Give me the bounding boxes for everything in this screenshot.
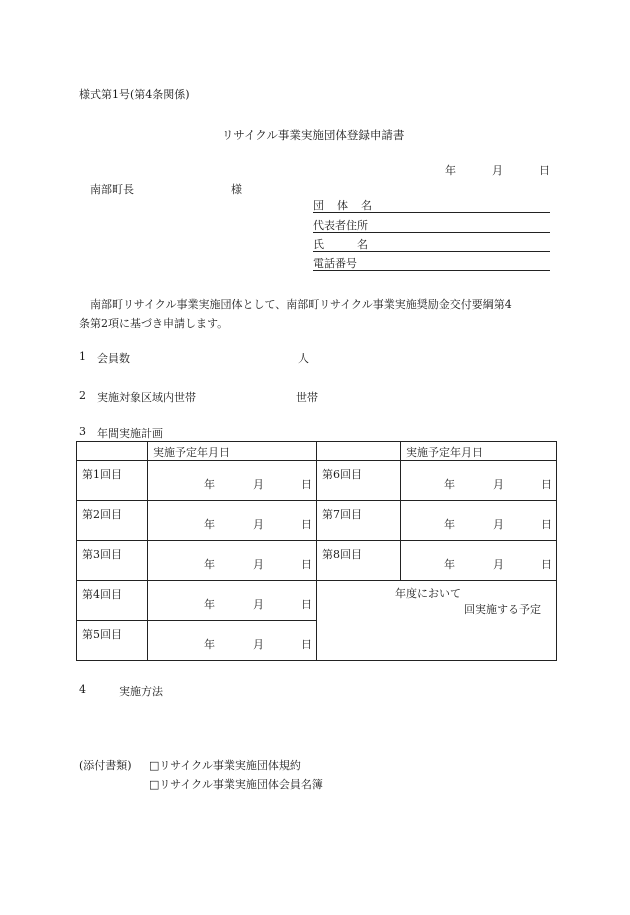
year-label: 年 bbox=[444, 558, 455, 571]
form-number: 様式第1号(第4条関係) bbox=[79, 88, 190, 101]
header-cell bbox=[148, 442, 317, 461]
round-label: 第1回目 bbox=[82, 468, 122, 481]
day-label: 日 bbox=[541, 518, 552, 531]
addressee-name: 南部町長 bbox=[90, 183, 134, 196]
round-label: 第3回目 bbox=[82, 548, 122, 561]
org-name-label: 団体名 bbox=[313, 199, 385, 212]
person-name-label: 氏名 bbox=[313, 238, 401, 251]
item1-label: 会員数 bbox=[97, 352, 130, 365]
org-name-field[interactable] bbox=[313, 197, 550, 213]
date-cell[interactable] bbox=[148, 501, 317, 541]
phone-field[interactable] bbox=[313, 255, 550, 271]
header-label: 実施予定年月日 bbox=[153, 446, 230, 459]
item4-number: 4 bbox=[79, 683, 86, 696]
date-cell[interactable] bbox=[148, 541, 317, 581]
header-blank bbox=[317, 442, 401, 461]
date-cell[interactable] bbox=[148, 621, 317, 661]
header-blank bbox=[77, 442, 148, 461]
header-day: 日 bbox=[539, 164, 550, 177]
round-label-cell bbox=[77, 501, 148, 541]
page-title: リサイクル事業実施団体登録申請書 bbox=[222, 128, 405, 142]
rep-address-field[interactable] bbox=[313, 217, 550, 233]
addressee-honorific: 様 bbox=[231, 183, 242, 196]
round-label: 第4回目 bbox=[82, 588, 122, 601]
attachments-label: (添付書類) bbox=[79, 759, 132, 772]
table-row bbox=[77, 501, 557, 541]
round-label-cell bbox=[77, 541, 148, 581]
round-label-cell bbox=[77, 461, 148, 501]
body-text-line2: 条第2項に基づき申請します。 bbox=[79, 317, 229, 330]
round-label: 第5回目 bbox=[82, 628, 122, 641]
month-label: 月 bbox=[253, 518, 264, 531]
month-label: 月 bbox=[253, 558, 264, 571]
month-label: 月 bbox=[253, 638, 264, 651]
attachment-item[interactable]: □リサイクル事業実施団体規約 bbox=[149, 759, 301, 772]
phone-label: 電話番号 bbox=[313, 257, 357, 270]
table-row bbox=[77, 461, 557, 501]
round-label-cell bbox=[77, 621, 148, 661]
round-label-cell bbox=[317, 461, 401, 501]
attachment-item[interactable]: □リサイクル事業実施団体会員名簿 bbox=[149, 778, 323, 791]
round-label-cell bbox=[317, 501, 401, 541]
date-cell[interactable] bbox=[401, 501, 557, 541]
year-label: 年 bbox=[204, 518, 215, 531]
item2-label: 実施対象区域内世帯 bbox=[97, 391, 196, 404]
day-label: 日 bbox=[301, 598, 312, 611]
table-row bbox=[77, 581, 557, 621]
round-label: 第6回目 bbox=[322, 468, 362, 481]
date-cell[interactable] bbox=[401, 461, 557, 501]
round-label: 第7回目 bbox=[322, 508, 362, 521]
header-label: 実施予定年月日 bbox=[406, 446, 483, 459]
header-month: 月 bbox=[492, 164, 503, 177]
header-year: 年 bbox=[445, 164, 456, 177]
item1-unit: 人 bbox=[298, 352, 309, 365]
table-row bbox=[77, 541, 557, 581]
item2-number: 2 bbox=[79, 389, 86, 402]
day-label: 日 bbox=[301, 638, 312, 651]
day-label: 日 bbox=[301, 478, 312, 491]
year-label: 年 bbox=[204, 598, 215, 611]
round-label: 第8回目 bbox=[322, 548, 362, 561]
month-label: 月 bbox=[493, 558, 504, 571]
item4-label: 実施方法 bbox=[119, 685, 163, 698]
round-label-cell bbox=[317, 541, 401, 581]
round-label-cell bbox=[77, 581, 148, 621]
plan-table-header bbox=[77, 442, 557, 461]
item1-number: 1 bbox=[79, 350, 86, 363]
plan-table bbox=[76, 441, 557, 661]
day-label: 日 bbox=[301, 518, 312, 531]
year-label: 年 bbox=[204, 638, 215, 651]
body-text-line1: 南部町リサイクル事業実施団体として、南部町リサイクル事業実施奨励金交付要綱第4 bbox=[90, 298, 512, 311]
date-cell[interactable] bbox=[148, 461, 317, 501]
day-label: 日 bbox=[301, 558, 312, 571]
year-label: 年 bbox=[444, 518, 455, 531]
month-label: 月 bbox=[493, 518, 504, 531]
date-cell[interactable] bbox=[148, 581, 317, 621]
year-label: 年 bbox=[204, 558, 215, 571]
rep-address-label: 代表者住所 bbox=[313, 219, 368, 232]
day-label: 日 bbox=[541, 478, 552, 491]
item3-number: 3 bbox=[79, 425, 86, 438]
header-cell bbox=[401, 442, 557, 461]
person-name-field[interactable] bbox=[313, 236, 550, 252]
item2-unit: 世帯 bbox=[296, 391, 318, 404]
note-line1: 年度において bbox=[395, 587, 461, 600]
day-label: 日 bbox=[541, 558, 552, 571]
round-label: 第2回目 bbox=[82, 508, 122, 521]
annual-plan-note-cell[interactable] bbox=[317, 581, 557, 661]
month-label: 月 bbox=[253, 478, 264, 491]
year-label: 年 bbox=[204, 478, 215, 491]
item3-label: 年間実施計画 bbox=[97, 427, 163, 440]
date-cell[interactable] bbox=[401, 541, 557, 581]
year-label: 年 bbox=[444, 478, 455, 491]
month-label: 月 bbox=[493, 478, 504, 491]
note-line2: 回実施する予定 bbox=[464, 603, 541, 616]
month-label: 月 bbox=[253, 598, 264, 611]
